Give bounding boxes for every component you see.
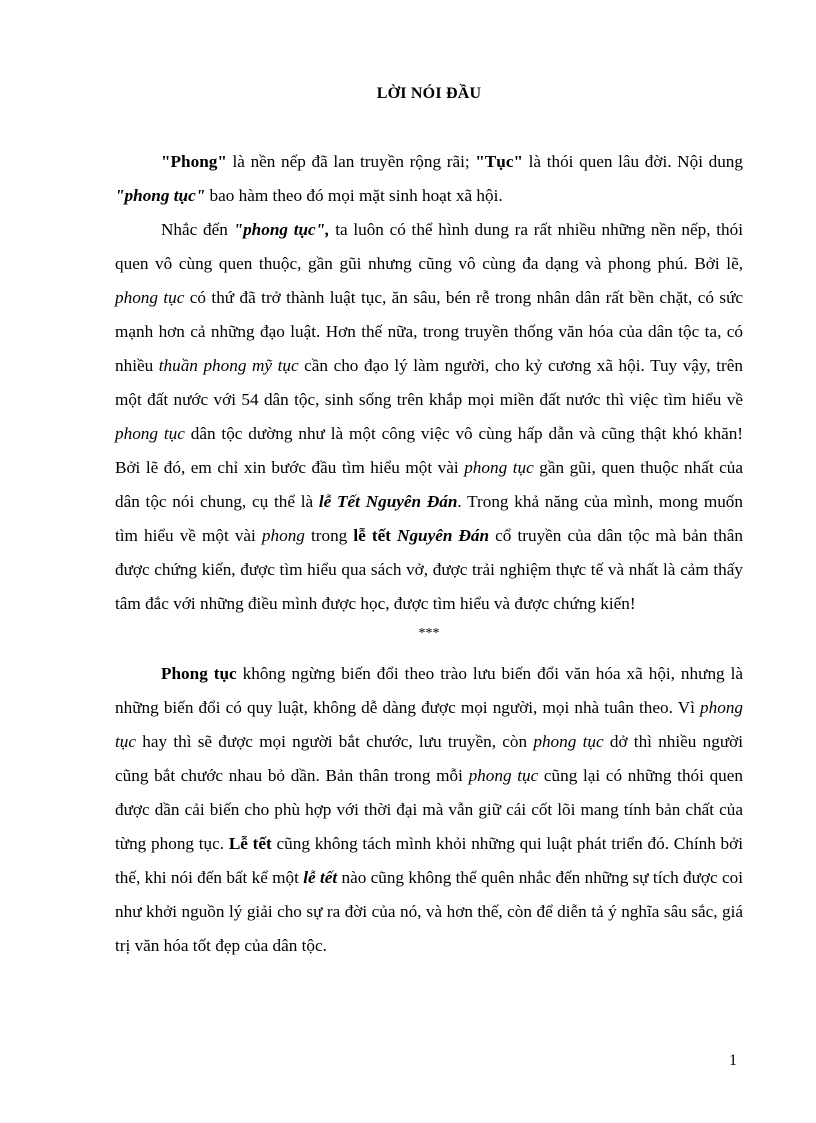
p2-run: cổ truyền của dân tộc mà bản thân được chứng kiến, được tìm hiểu qua sách vở, được trải nghiệm thực tế và nhất là cảm thấy tâm đắc với những điều mình được học, được tìm hiểu và được chứng kiến! <box>115 526 744 613</box>
p2-run: dân tộc dường như là một công việc vô cùng hấp dẫn và cũng thật khó khăn! Bởi lẽ đó, em chỉ xin bước đầu tìm hiểu một vài <box>115 424 744 477</box>
p3-run: lễ tết <box>303 868 338 887</box>
p1-run: "phong tục" <box>115 186 206 205</box>
p2-run: gần gũi, quen thuộc nhất của dân tộc nói chung, cụ thể là <box>115 458 743 511</box>
p2-run: cần cho đạo lý làm người, cho kỷ cương xã hội. Tuy vậy, trên một đất nước với 54 dân tộc, sinh sống trên khắp mọi miền đất nước thì việc tìm hiểu về <box>115 356 743 409</box>
p2-run: Nhắc đến <box>161 220 234 239</box>
p3-run: hay thì sẽ được mọi người bắt chước, lưu truyền, còn <box>136 732 534 751</box>
paragraph-2 <box>115 213 743 621</box>
paragraph-3 <box>115 657 743 963</box>
body-text <box>115 145 743 963</box>
p2-run: trong <box>304 526 354 545</box>
page-number: 1 <box>729 1052 737 1069</box>
p2-run: phong tục <box>464 458 534 477</box>
p3-run: Phong tục <box>161 664 237 683</box>
p1-run: là nền nếp đã lan truyền rộng rãi; <box>226 152 476 171</box>
p3-run: nào cũng không thể quên nhắc đến những sự tích được coi như khởi nguồn lý giải cho sự ra đời của nó, và hơn thế, còn để diễn tả ý nghĩa sâu sắc, giá trị văn hóa tốt đẹp của dân tộc. <box>115 868 743 955</box>
p2-run: ta luôn có thể hình dung ra rất nhiều những nền nếp, thói quen vô cùng quen thuộc, gần gũi nhưng cũng vô cùng đa dạng và phong phú. Bởi lẽ, <box>115 220 743 273</box>
p3-run: cũng không tách mình khỏi những qui luật phát triển đó. Chính bởi thế, khi nói đến bất kể một <box>115 834 744 887</box>
p2-run: phong tục <box>115 288 185 307</box>
p2-run: lễ Tết Nguyên Đán <box>318 492 458 511</box>
page-title: LỜI NÓI ĐẦU <box>376 85 482 102</box>
p3-run: phong tục <box>533 732 604 751</box>
p2-run: phong tục <box>115 424 185 443</box>
p1-run: "Phong" <box>161 152 227 171</box>
p3-run: không ngừng biến đổi theo trào lưu biến đổi văn hóa xã hội, nhưng là những biến đổi có quy luật, không dễ dàng được mọi người, mọi nhà tuân theo. Vì <box>115 664 743 717</box>
p1-run: "Tục" <box>475 152 524 171</box>
paragraph-1 <box>115 145 743 213</box>
p3-run: phong tục <box>115 698 743 751</box>
p2-run: phong <box>261 526 305 545</box>
p3-run: dở thì nhiều người cũng bắt chước nhau bỏ dần. Bản thân trong mỗi <box>115 732 744 785</box>
p2-run: "phong tục", <box>233 220 330 239</box>
p3-run: cũng lại có những thói quen được dần cải biến cho phù hợp với thời đại mà vẫn giữ cái cốt lõi mang tính bản chất của từng phong tục. <box>115 766 743 853</box>
section-separator: *** <box>418 626 440 641</box>
p2-run: có thứ đã trở thành luật tục, ăn sâu, bén rễ trong nhân dân rất bền chặt, có sức mạnh hơn cả những đạo luật. Hơn thế nữa, trong truyền thống văn hóa của dân tộc ta, có nhiều <box>115 288 744 375</box>
p2-run: . Trong khả năng của mình, mong muốn tìm hiểu về một vài <box>115 492 743 545</box>
p2-run: lễ tết <box>353 526 391 545</box>
p3-run: Lễ tết <box>228 834 272 853</box>
p2-run: thuần phong mỹ tục <box>158 356 299 375</box>
p1-run: là thói quen lâu đời. Nội dung <box>523 152 743 171</box>
p1-run: bao hàm theo đó mọi mặt sinh hoạt xã hội. <box>205 186 503 205</box>
p3-run: phong tục <box>468 766 539 785</box>
p2-run: Nguyên Đán <box>397 526 490 545</box>
